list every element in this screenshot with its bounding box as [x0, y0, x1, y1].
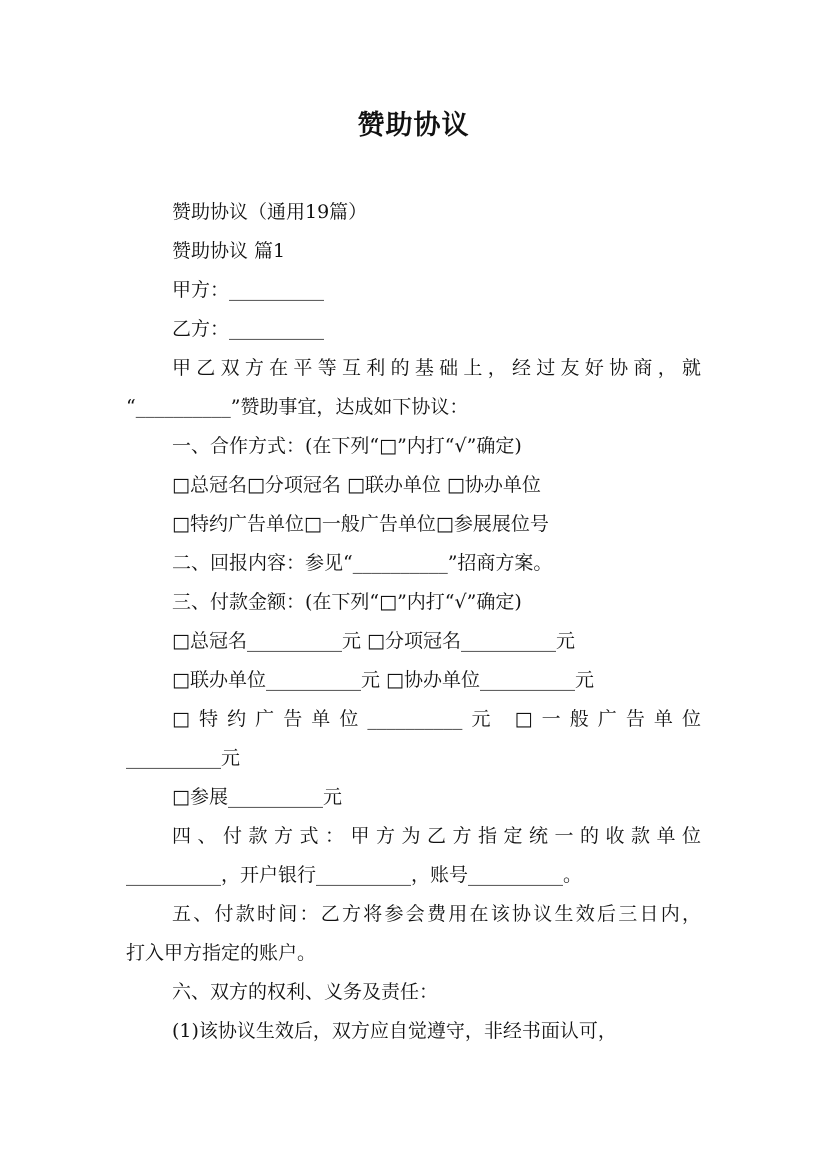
paragraph-line: 打入甲方指定的账户。 [126, 942, 317, 964]
amount-line: □参展__________元 [172, 786, 342, 808]
party-a-line: 甲方：__________ [172, 279, 325, 301]
document-subtitle: 赞助协议（通用19篇） [172, 201, 368, 223]
party-b-line: 乙方：__________ [172, 318, 325, 340]
amount-line: □特约广告单位__________元 □一般广告单位 [172, 708, 701, 730]
amount-line: __________元 [126, 747, 241, 769]
amount-line: □联办单位__________元 □协办单位__________元 [172, 669, 594, 691]
clause-heading: 六、双方的权利、义务及责任： [172, 981, 439, 1003]
clause-heading: 一、合作方式：(在下列“□”内打“√”确定) [172, 435, 522, 457]
paragraph-line: “__________”赞助事宜，达成如下协议： [126, 396, 469, 418]
checkbox-options-line: □特约广告单位□一般广告单位□参展展位号 [172, 513, 549, 535]
amount-line: □总冠名__________元 □分项冠名__________元 [172, 630, 575, 652]
paragraph-line: (1)该协议生效后，双方应自觉遵守，非经书面认可， [172, 1020, 617, 1042]
document-title: 赞助协议 [357, 110, 470, 141]
paragraph-line: __________，开户银行__________，账号__________。 [126, 864, 583, 886]
clause-heading: 二、回报内容：参见“__________”招商方案。 [172, 552, 553, 574]
paragraph-line: 甲乙双方在平等互利的基础上，经过友好协商，就 [172, 357, 701, 379]
clause-heading: 五、付款时间：乙方将参会费用在该协议生效后三日内， [172, 903, 701, 925]
checkbox-options-line: □总冠名□分项冠名 □联办单位 □协办单位 [172, 474, 541, 496]
clause-heading: 四、付款方式：甲方为乙方指定统一的收款单位 [172, 825, 701, 847]
section-heading: 赞助协议 篇1 [172, 240, 286, 262]
clause-heading: 三、付款金额：(在下列“□”内打“√”确定) [172, 591, 522, 613]
